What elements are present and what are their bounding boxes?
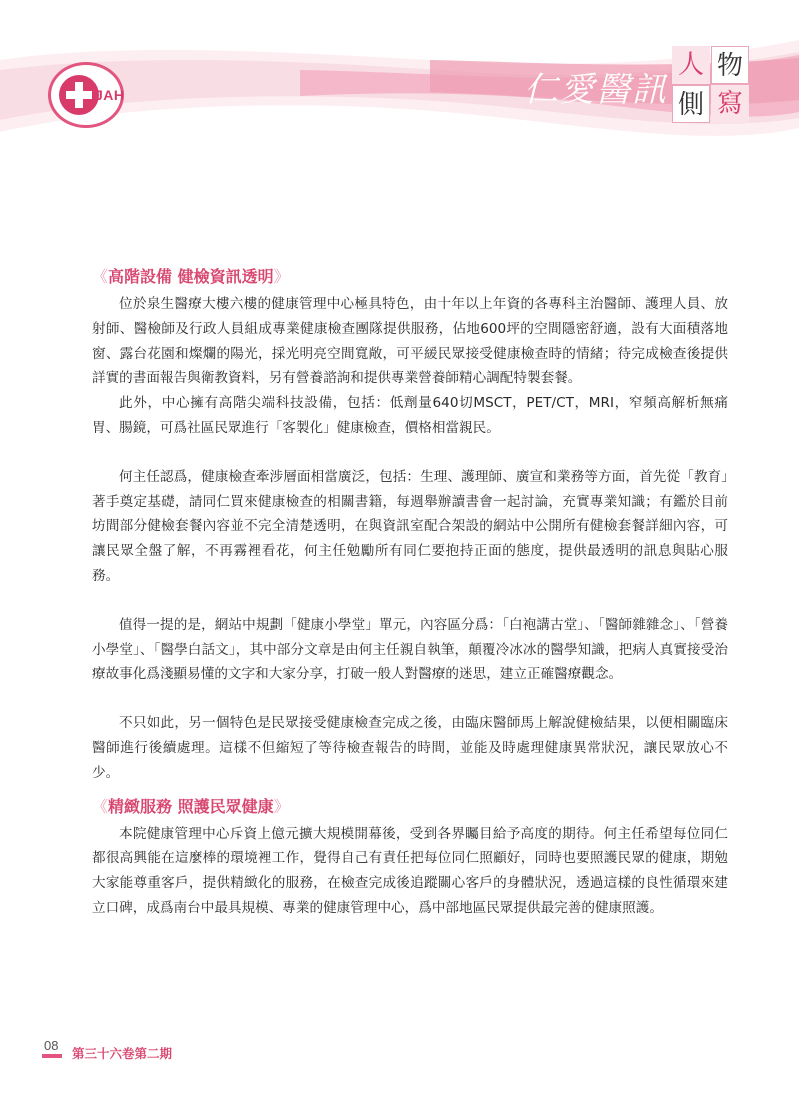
column-char: 寫 (711, 85, 749, 123)
paragraph: 何主任認爲，健康檢查牽涉層面相當廣泛，包括：生理、護理師、廣宣和業務等方面，首先從「教育」著手奠定基礎，請同仁買來健康檢查的相關書籍，每週舉辦讀書會一起討論，充實專業知識；有鑑於目前坊間部分健檢套餐內容並不完全清楚透明，在與資訊室配合架設的網站中公開所有健檢套餐詳細內容，可讓民眾全盤了解，不再霧裡看花，何主任勉勵所有同仁要抱持正面的態度，提供最透明的訊息與貼心服務。 (92, 468, 728, 584)
article-body (92, 266, 728, 921)
page-number: 08 (44, 1038, 59, 1053)
page-header (0, 0, 799, 150)
cross-icon (59, 75, 99, 115)
paragraph: 值得一提的是，網站中規劃「健康小學堂」單元，內容區分爲：「白袍講古堂」、「醫師雜雜念」、「營養小學堂」、「醫學白話文」，其中部分文章是由何主任親自執筆，顛覆冷冰冰的醫學知識，把病人真實接受治療故事化爲淺顯易懂的文字和大家分享，打破一般人對醫療的迷思，建立正確醫療觀念。 (92, 616, 728, 683)
section-title: 《高階設備 健檢資訊透明》 (92, 267, 290, 286)
magazine-title: 仁愛醫訊 (524, 70, 668, 110)
hospital-logo (48, 62, 124, 128)
column-char: 物 (711, 46, 749, 84)
issue-label: 第三十六卷第二期 (72, 1046, 173, 1061)
column-char: 人 (672, 46, 710, 84)
section-title: 《精緻服務 照護民眾健康》 (92, 796, 290, 816)
paragraph: 位於泉生醫療大樓六樓的健康管理中心極具特色，由十年以上年資的各專科主治醫師、護理人員、放射師、醫檢師及行政人員組成專業健康檢查團隊提供服務，佔地600坪的空間隱密舒適，設有大面積落地窗、露台花園和燦爛的陽光，採光明亮空間寬敞，可平緩民眾接受健康檢查時的情緒；待完成檢查後提供詳實的書面報告與衛教資料，另有營養諮詢和提供專業營養師精心調配特製套餐。 (92, 296, 728, 387)
paragraph: 此外，中心擁有高階尖端科技設備，包括：低劑量640切MSCT，PET/CT，MRI，窄頻高解析無痛胃、腸鏡，可爲社區民眾進行「客製化」健康檢查，價格相當親民。 (92, 395, 728, 436)
footer-accent-bar (42, 1054, 62, 1058)
paragraph: 不只如此，另一個特色是民眾接受健康檢查完成之後，由臨床醫師馬上解說健檢結果，以便相關臨床醫師進行後續處理。這樣不但縮短了等待檢查報告的時間，並能及時處理健康異常狀況，讓民眾放心不少。 (92, 715, 728, 781)
column-title-box (672, 46, 750, 122)
paragraph: 本院健康管理中心斥資上億元擴大規模開幕後，受到各界矚目給予高度的期待。何主任希望每位同仁都很高興能在這麼棒的環境裡工作，覺得自己有責任把每位同仁照顧好，同時也要照護民眾的健康，期勉大家能尊重客戶，提供精緻化的服務，在檢查完成後追蹤關心客戶的身體狀況，透過這樣的良性循環來建立口碑，成爲南台中最具規模、專業的健康管理中心，爲中部地區民眾提供最完善的健康照護。 (92, 825, 728, 916)
logo-text: JAH (95, 87, 125, 103)
column-char: 側 (672, 85, 710, 123)
